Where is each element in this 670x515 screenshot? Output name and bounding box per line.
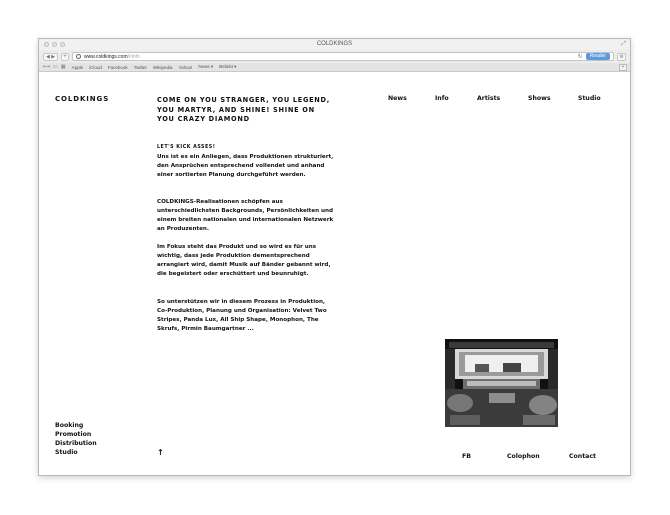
fullscreen-icon[interactable]: ⤢ bbox=[621, 41, 626, 47]
side-nav-booking[interactable]: Booking bbox=[55, 422, 84, 429]
info-paragraph: COLDKINGS-Realisationen schöpfen aus unterschiedlichsten Backgrounds, Persönlichkeiten und einem breiten nationalen und internationalen Netzwerk an Produzenten. bbox=[157, 199, 334, 232]
side-nav bbox=[55, 421, 97, 457]
site-logo[interactable]: COLDKINGS bbox=[55, 95, 110, 103]
bookmark-item[interactable]: Apple bbox=[71, 64, 84, 70]
bookmarks-bar bbox=[39, 63, 630, 72]
browser-toolbar bbox=[39, 50, 630, 63]
section-kicker: LET'S KICK ASSES! bbox=[157, 145, 216, 150]
site-headline: COME ON YOU STRANGER, YOU LEGEND, YOU MARTYR, AND SHINE! SHINE ON YOU CRAZY DIAMOND bbox=[157, 96, 330, 123]
browser-window bbox=[38, 38, 631, 476]
book-icon[interactable]: ▭ bbox=[53, 64, 58, 70]
close-button[interactable] bbox=[44, 42, 49, 47]
back-to-top-arrow-icon[interactable]: ↑ bbox=[157, 448, 164, 457]
bookmark-item[interactable]: Facebook bbox=[107, 64, 128, 70]
globe-icon bbox=[76, 54, 81, 59]
footer-fb-link[interactable]: FB bbox=[462, 453, 471, 460]
info-paragraph: So unterstützen wir in diesem Prozess in Produktion, Co-Produktion, Planung und Organisation: Velvet Two Stripes, Panda Lux, All Ship Shape, Monophon, The Skrufs, Pirmin Baumgartner ... bbox=[157, 299, 327, 332]
side-nav-distribution[interactable]: Distribution bbox=[55, 440, 97, 447]
bookmark-item[interactable]: News ▾ bbox=[198, 64, 214, 69]
nav-shows[interactable]: Shows bbox=[528, 95, 551, 102]
url-host: www.coldkings.com bbox=[84, 53, 128, 60]
bookmark-item[interactable]: Yahoo! bbox=[178, 64, 193, 70]
bookmark-item[interactable]: Wikipedia bbox=[152, 64, 173, 70]
info-paragraph: Uns ist es ein Anliegen, dass Produktionen strukturiert, den Ansprüchen entsprechend vollendet und anhand einer sortierten Planung durchgeführt werden. bbox=[157, 154, 334, 178]
footer-contact-link[interactable]: Contact bbox=[569, 453, 596, 460]
reader-button[interactable]: Reader bbox=[586, 53, 610, 60]
info-paragraph: Im Fokus steht das Produkt und so wird es für uns wichtig, dass jede Produktion dementsprechend arrangiert wird, damit Musik auf Bänder gebannt wird, die begeistert oder erschüttert und beunruhigt. bbox=[157, 244, 331, 277]
minimize-button[interactable] bbox=[52, 42, 57, 47]
bookmark-item[interactable]: Twitter bbox=[133, 64, 147, 70]
top-sites-icon[interactable]: ▦ bbox=[60, 64, 66, 70]
window-controls bbox=[44, 42, 65, 47]
nav-studio[interactable]: Studio bbox=[578, 95, 601, 102]
studio-photo bbox=[445, 339, 558, 427]
nav-info[interactable]: Info bbox=[435, 95, 449, 102]
share-button[interactable]: + bbox=[61, 53, 69, 61]
reading-list-icon[interactable]: ⟷ bbox=[43, 64, 51, 70]
bookmark-item[interactable]: iCloud bbox=[89, 64, 102, 70]
footer-colophon-link[interactable]: Colophon bbox=[507, 453, 540, 460]
url-path: /#info bbox=[127, 53, 140, 60]
side-nav-promotion[interactable]: Promotion bbox=[55, 431, 92, 438]
side-nav-studio[interactable]: Studio bbox=[55, 449, 78, 456]
title-bar bbox=[39, 39, 630, 50]
nav-artists[interactable]: Artists bbox=[477, 95, 501, 102]
reload-icon[interactable]: ↻ bbox=[577, 54, 583, 60]
back-forward-button[interactable]: ◀ ▶ bbox=[43, 53, 58, 61]
window-title: COLDKINGS bbox=[316, 41, 353, 47]
bookmark-item[interactable]: Beliebt ▾ bbox=[219, 64, 237, 69]
gear-icon[interactable]: ⚙ bbox=[617, 53, 626, 61]
new-tab-icon[interactable]: + bbox=[619, 64, 627, 71]
web-page bbox=[39, 72, 630, 475]
nav-news[interactable]: News bbox=[388, 95, 407, 102]
zoom-button[interactable] bbox=[60, 42, 65, 47]
address-bar[interactable] bbox=[72, 52, 614, 61]
